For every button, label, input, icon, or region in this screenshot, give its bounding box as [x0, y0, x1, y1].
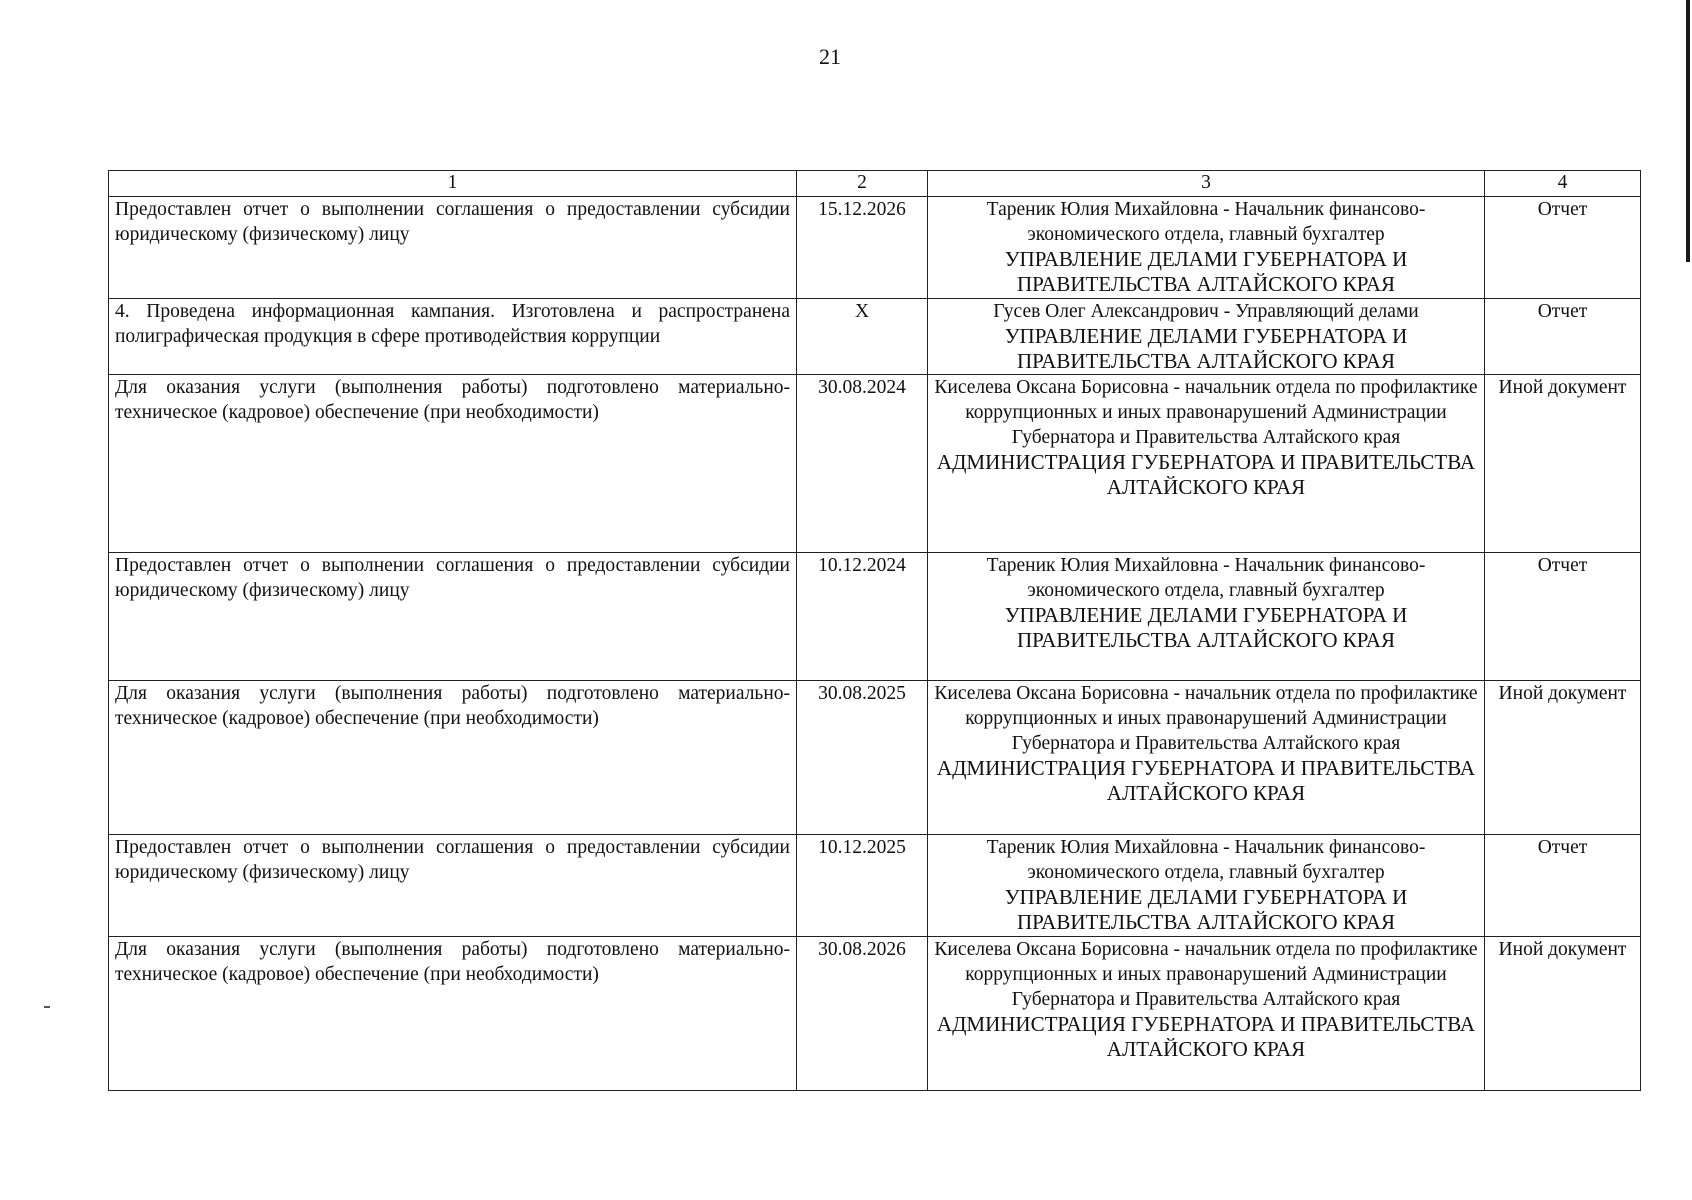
row-description: Предоставлен отчет о выполнении соглашения о предоставлении субсидии юридическому (физическому) лицу	[109, 835, 797, 937]
header-col-4: 4	[1485, 171, 1641, 197]
row-document-type: Отчет	[1485, 299, 1641, 375]
row-date: 30.08.2024	[797, 375, 928, 553]
header-col-3: 3	[928, 171, 1485, 197]
responsible-person: Тареник Юлия Михайловна - Начальник финансово-экономического отдела, главный бухгалтер	[986, 199, 1426, 245]
row-document-type: Отчет	[1485, 553, 1641, 681]
responsible-org: УПРАВЛЕНИЕ ДЕЛАМИ ГУБЕРНАТОРА И ПРАВИТЕЛЬСТВА АЛТАЙСКОГО КРАЯ	[1004, 603, 1408, 652]
schedule-table	[108, 170, 1641, 1091]
responsible-person: Тареник Юлия Михайловна - Начальник финансово-экономического отдела, главный бухгалтер	[986, 555, 1426, 601]
row-responsible	[928, 553, 1485, 681]
row-document-type: Иной документ	[1485, 937, 1641, 1091]
responsible-person: Гусев Олег Александрович - Управляющий делами	[993, 301, 1419, 322]
responsible-person: Киселева Оксана Борисовна - начальник отдела по профилактике коррупционных и иных правонарушений Администрации Губернатора и Правительства Алтайского края	[934, 939, 1478, 1010]
row-description: Предоставлен отчет о выполнении соглашения о предоставлении субсидии юридическому (физическому) лицу	[109, 553, 797, 681]
row-document-type: Иной документ	[1485, 681, 1641, 835]
row-date: 30.08.2026	[797, 937, 928, 1091]
row-date: 10.12.2024	[797, 553, 928, 681]
row-date: 10.12.2025	[797, 835, 928, 937]
table-row	[109, 375, 1641, 553]
row-document-type: Отчет	[1485, 835, 1641, 937]
scan-artifact	[44, 1006, 50, 1008]
responsible-org: УПРАВЛЕНИЕ ДЕЛАМИ ГУБЕРНАТОРА И ПРАВИТЕЛЬСТВА АЛТАЙСКОГО КРАЯ	[1004, 885, 1408, 934]
row-description: Для оказания услуги (выполнения работы) подготовлено материально-техническое (кадровое) обеспечение (при необходимости)	[109, 375, 797, 553]
row-description: Для оказания услуги (выполнения работы) подготовлено материально-техническое (кадровое) обеспечение (при необходимости)	[109, 937, 797, 1091]
row-responsible	[928, 681, 1485, 835]
table-row	[109, 299, 1641, 375]
row-document-type: Отчет	[1485, 197, 1641, 299]
responsible-org: АДМИНИСТРАЦИЯ ГУБЕРНАТОРА И ПРАВИТЕЛЬСТВА АЛТАЙСКОГО КРАЯ	[936, 756, 1476, 805]
scan-edge-mark	[1686, 0, 1690, 262]
row-responsible	[928, 299, 1485, 375]
row-responsible	[928, 197, 1485, 299]
row-responsible	[928, 375, 1485, 553]
responsible-org: АДМИНИСТРАЦИЯ ГУБЕРНАТОРА И ПРАВИТЕЛЬСТВА АЛТАЙСКОГО КРАЯ	[936, 450, 1476, 499]
page-number: 21	[819, 44, 841, 69]
table-row	[109, 835, 1641, 937]
table-row	[109, 553, 1641, 681]
header-col-1: 1	[109, 171, 797, 197]
table-row	[109, 197, 1641, 299]
row-date: 15.12.2026	[797, 197, 928, 299]
row-responsible	[928, 937, 1485, 1091]
responsible-org: УПРАВЛЕНИЕ ДЕЛАМИ ГУБЕРНАТОРА И ПРАВИТЕЛЬСТВА АЛТАЙСКОГО КРАЯ	[1004, 324, 1408, 373]
responsible-person: Киселева Оксана Борисовна - начальник отдела по профилактике коррупционных и иных правонарушений Администрации Губернатора и Правительства Алтайского края	[934, 377, 1478, 448]
responsible-org: АДМИНИСТРАЦИЯ ГУБЕРНАТОРА И ПРАВИТЕЛЬСТВА АЛТАЙСКОГО КРАЯ	[936, 1012, 1476, 1061]
row-document-type: Иной документ	[1485, 375, 1641, 553]
responsible-org: УПРАВЛЕНИЕ ДЕЛАМИ ГУБЕРНАТОРА И ПРАВИТЕЛЬСТВА АЛТАЙСКОГО КРАЯ	[1004, 247, 1408, 296]
row-description: Предоставлен отчет о выполнении соглашения о предоставлении субсидии юридическому (физическому) лицу	[109, 197, 797, 299]
row-responsible	[928, 835, 1485, 937]
table-row	[109, 681, 1641, 835]
header-row	[109, 171, 1641, 197]
row-date: X	[797, 299, 928, 375]
responsible-person: Тареник Юлия Михайловна - Начальник финансово-экономического отдела, главный бухгалтер	[986, 837, 1426, 883]
row-date: 30.08.2025	[797, 681, 928, 835]
row-description: 4. Проведена информационная кампания. Изготовлена и распространена полиграфическая продукция в сфере противодействия коррупции	[109, 299, 797, 375]
header-col-2: 2	[797, 171, 928, 197]
row-description: Для оказания услуги (выполнения работы) подготовлено материально-техническое (кадровое) обеспечение (при необходимости)	[109, 681, 797, 835]
responsible-person: Киселева Оксана Борисовна - начальник отдела по профилактике коррупционных и иных правонарушений Администрации Губернатора и Правительства Алтайского края	[934, 683, 1478, 754]
table-row	[109, 937, 1641, 1091]
